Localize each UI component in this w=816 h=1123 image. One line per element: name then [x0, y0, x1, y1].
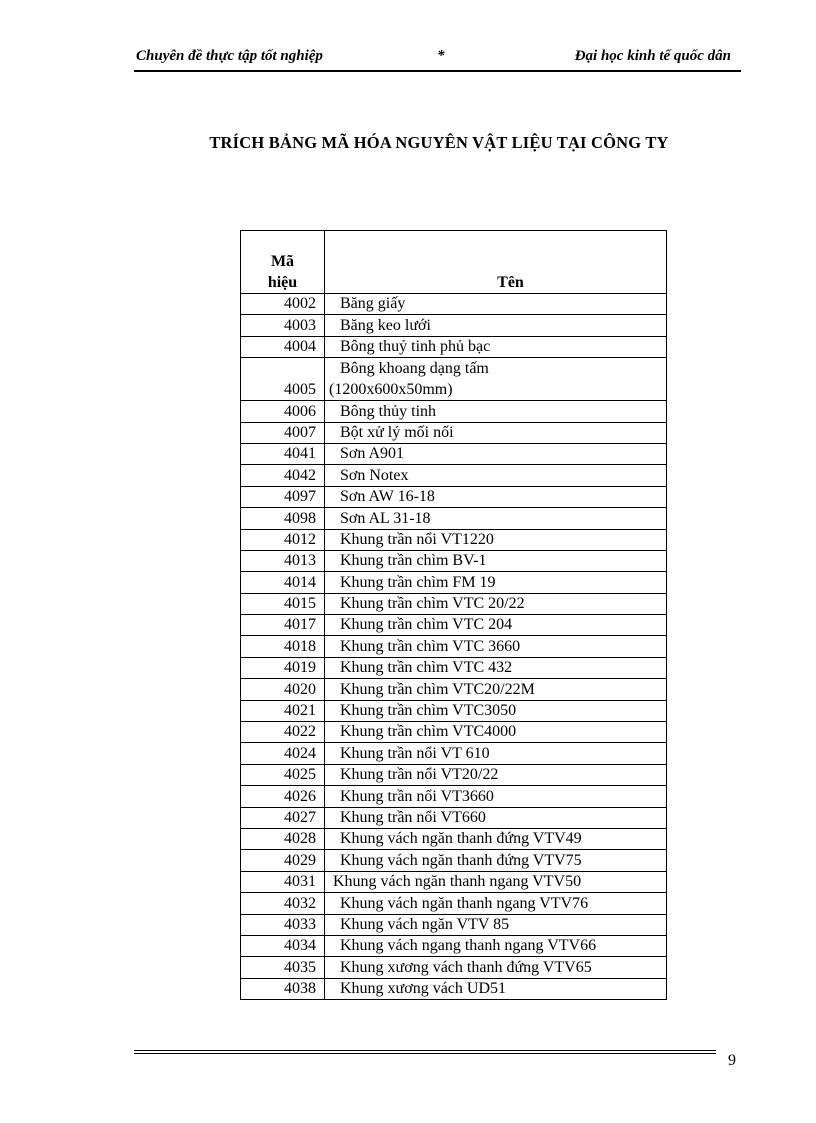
- table-row: [241, 486, 667, 507]
- table-body: [241, 294, 667, 1000]
- material-name-cell: Băng keo lưới: [325, 315, 667, 336]
- material-code-cell: 4006: [241, 401, 325, 422]
- table-row: [241, 657, 667, 678]
- header-right-text: Đại học kinh tế quốc dân: [574, 48, 731, 64]
- table-row: [241, 807, 667, 828]
- table-row: [241, 358, 667, 401]
- table-row: [241, 443, 667, 464]
- material-name-cell: [325, 358, 667, 401]
- material-name-cell: Khung trần chìm VTC4000: [325, 722, 667, 743]
- material-name-cell: Khung trần nổi VT660: [325, 807, 667, 828]
- page-number: 9: [728, 1052, 736, 1069]
- material-name-cell: Sơn Notex: [325, 465, 667, 486]
- material-code-cell: 4098: [241, 508, 325, 529]
- material-code-cell: 4004: [241, 336, 325, 357]
- material-code-cell: 4025: [241, 764, 325, 785]
- material-code-cell: 4019: [241, 657, 325, 678]
- material-code-cell: 4035: [241, 957, 325, 978]
- material-name-cell: Khung trần chìm VTC 3660: [325, 636, 667, 657]
- material-code-cell: 4012: [241, 529, 325, 550]
- material-code-table: [240, 230, 667, 1000]
- material-code-table-wrapper: [240, 230, 667, 1000]
- table-row: [241, 336, 667, 357]
- material-code-cell: 4042: [241, 465, 325, 486]
- material-name-cell: Khung xương vách thanh đứng VTV65: [325, 957, 667, 978]
- material-name-cell: Bột xử lý mối nối: [325, 422, 667, 443]
- table-row: [241, 871, 667, 892]
- material-name-cell: Khung trần chìm BV-1: [325, 550, 667, 571]
- material-name-cell: Khung vách ngăn thanh ngang VTV76: [325, 893, 667, 914]
- table-row: [241, 465, 667, 486]
- material-code-cell: 4021: [241, 700, 325, 721]
- table-row: [241, 764, 667, 785]
- material-code-cell: 4005: [241, 358, 325, 401]
- material-code-cell: 4028: [241, 828, 325, 849]
- material-name-line2: (1200x600x50mm): [329, 381, 453, 399]
- material-code-cell: 4033: [241, 914, 325, 935]
- material-name-cell: Bông thuỷ tinh phủ bạc: [325, 336, 667, 357]
- table-row: [241, 401, 667, 422]
- material-name-cell: Băng giấy: [325, 294, 667, 315]
- running-header: [134, 46, 741, 70]
- material-name-cell: Khung trần nổi VT3660: [325, 786, 667, 807]
- material-name-cell: Sơn A901: [325, 443, 667, 464]
- table-row: [241, 828, 667, 849]
- table-row: [241, 786, 667, 807]
- material-name-cell: Bông thủy tinh: [325, 401, 667, 422]
- material-name-cell: Khung vách ngăn thanh ngang VTV50: [325, 871, 667, 892]
- table-row: [241, 722, 667, 743]
- material-name-cell: Khung trần nổi VT20/22: [325, 764, 667, 785]
- header-rule: [134, 70, 741, 72]
- material-name-cell: Khung vách ngăn VTV 85: [325, 914, 667, 935]
- table-row: [241, 893, 667, 914]
- material-code-cell: 4007: [241, 422, 325, 443]
- material-name-cell: Sơn AW 16-18: [325, 486, 667, 507]
- material-name-cell: Khung trần chìm VTC 204: [325, 615, 667, 636]
- table-row: [241, 315, 667, 336]
- material-name-cell: Khung trần chìm VTC20/22M: [325, 679, 667, 700]
- material-code-cell: 4027: [241, 807, 325, 828]
- table-row: [241, 529, 667, 550]
- material-code-cell: 4003: [241, 315, 325, 336]
- material-name-cell: Khung trần nổi VT 610: [325, 743, 667, 764]
- table-row: [241, 914, 667, 935]
- table-row: [241, 700, 667, 721]
- material-name-cell: Khung trần chìm VTC 432: [325, 657, 667, 678]
- material-code-cell: 4041: [241, 443, 325, 464]
- material-code-cell: 4013: [241, 550, 325, 571]
- table-row: [241, 422, 667, 443]
- table-row: [241, 550, 667, 571]
- table-row: [241, 593, 667, 614]
- material-name-cell: Khung vách ngang thanh ngang VTV66: [325, 935, 667, 956]
- column-header-code-line2: hiệu: [267, 274, 298, 291]
- header-left-text: Chuyên đề thực tập tốt nghiệp: [136, 48, 323, 64]
- material-code-cell: 4097: [241, 486, 325, 507]
- material-code-cell: 4032: [241, 893, 325, 914]
- material-code-cell: 4026: [241, 786, 325, 807]
- material-code-cell: 4034: [241, 935, 325, 956]
- material-name-cell: Sơn AL 31-18: [325, 508, 667, 529]
- material-name-cell: Khung trần nổi VT1220: [325, 529, 667, 550]
- material-name-line1: Bông khoang dạng tấm: [340, 360, 489, 378]
- document-title: TRÍCH BẢNG MÃ HÓA NGUYÊN VẬT LIỆU TẠI CÔNG TY: [209, 133, 669, 152]
- material-code-cell: 4022: [241, 722, 325, 743]
- column-header-name: Tên: [325, 231, 667, 294]
- material-name-cell: Khung trần chìm VTC 20/22: [325, 593, 667, 614]
- column-header-code: [241, 231, 325, 294]
- material-name-cell: Khung trần chìm VTC3050: [325, 700, 667, 721]
- material-code-cell: 4002: [241, 294, 325, 315]
- table-row: [241, 636, 667, 657]
- table-row: [241, 615, 667, 636]
- column-header-code-line1: Mã: [270, 253, 295, 270]
- material-code-cell: 4038: [241, 978, 325, 999]
- material-name-cell: Khung xương vách UD51: [325, 978, 667, 999]
- material-code-cell: 4024: [241, 743, 325, 764]
- material-code-cell: 4031: [241, 871, 325, 892]
- material-code-cell: 4020: [241, 679, 325, 700]
- table-row: [241, 743, 667, 764]
- material-name-cell: Khung trần chìm FM 19: [325, 572, 667, 593]
- material-code-cell: 4018: [241, 636, 325, 657]
- table-row: [241, 572, 667, 593]
- table-row: [241, 679, 667, 700]
- header-separator: *: [437, 48, 445, 64]
- material-name-cell: Khung vách ngăn thanh đứng VTV75: [325, 850, 667, 871]
- table-row: [241, 850, 667, 871]
- table-row: [241, 935, 667, 956]
- material-code-cell: 4017: [241, 615, 325, 636]
- table-row: [241, 978, 667, 999]
- table-row: [241, 957, 667, 978]
- material-code-cell: 4015: [241, 593, 325, 614]
- table-header-row: [241, 231, 667, 294]
- material-code-cell: 4029: [241, 850, 325, 871]
- table-row: [241, 508, 667, 529]
- table-row: [241, 294, 667, 315]
- material-name-cell: Khung vách ngăn thanh đứng VTV49: [325, 828, 667, 849]
- material-code-cell: 4014: [241, 572, 325, 593]
- footer-rule: [134, 1050, 716, 1054]
